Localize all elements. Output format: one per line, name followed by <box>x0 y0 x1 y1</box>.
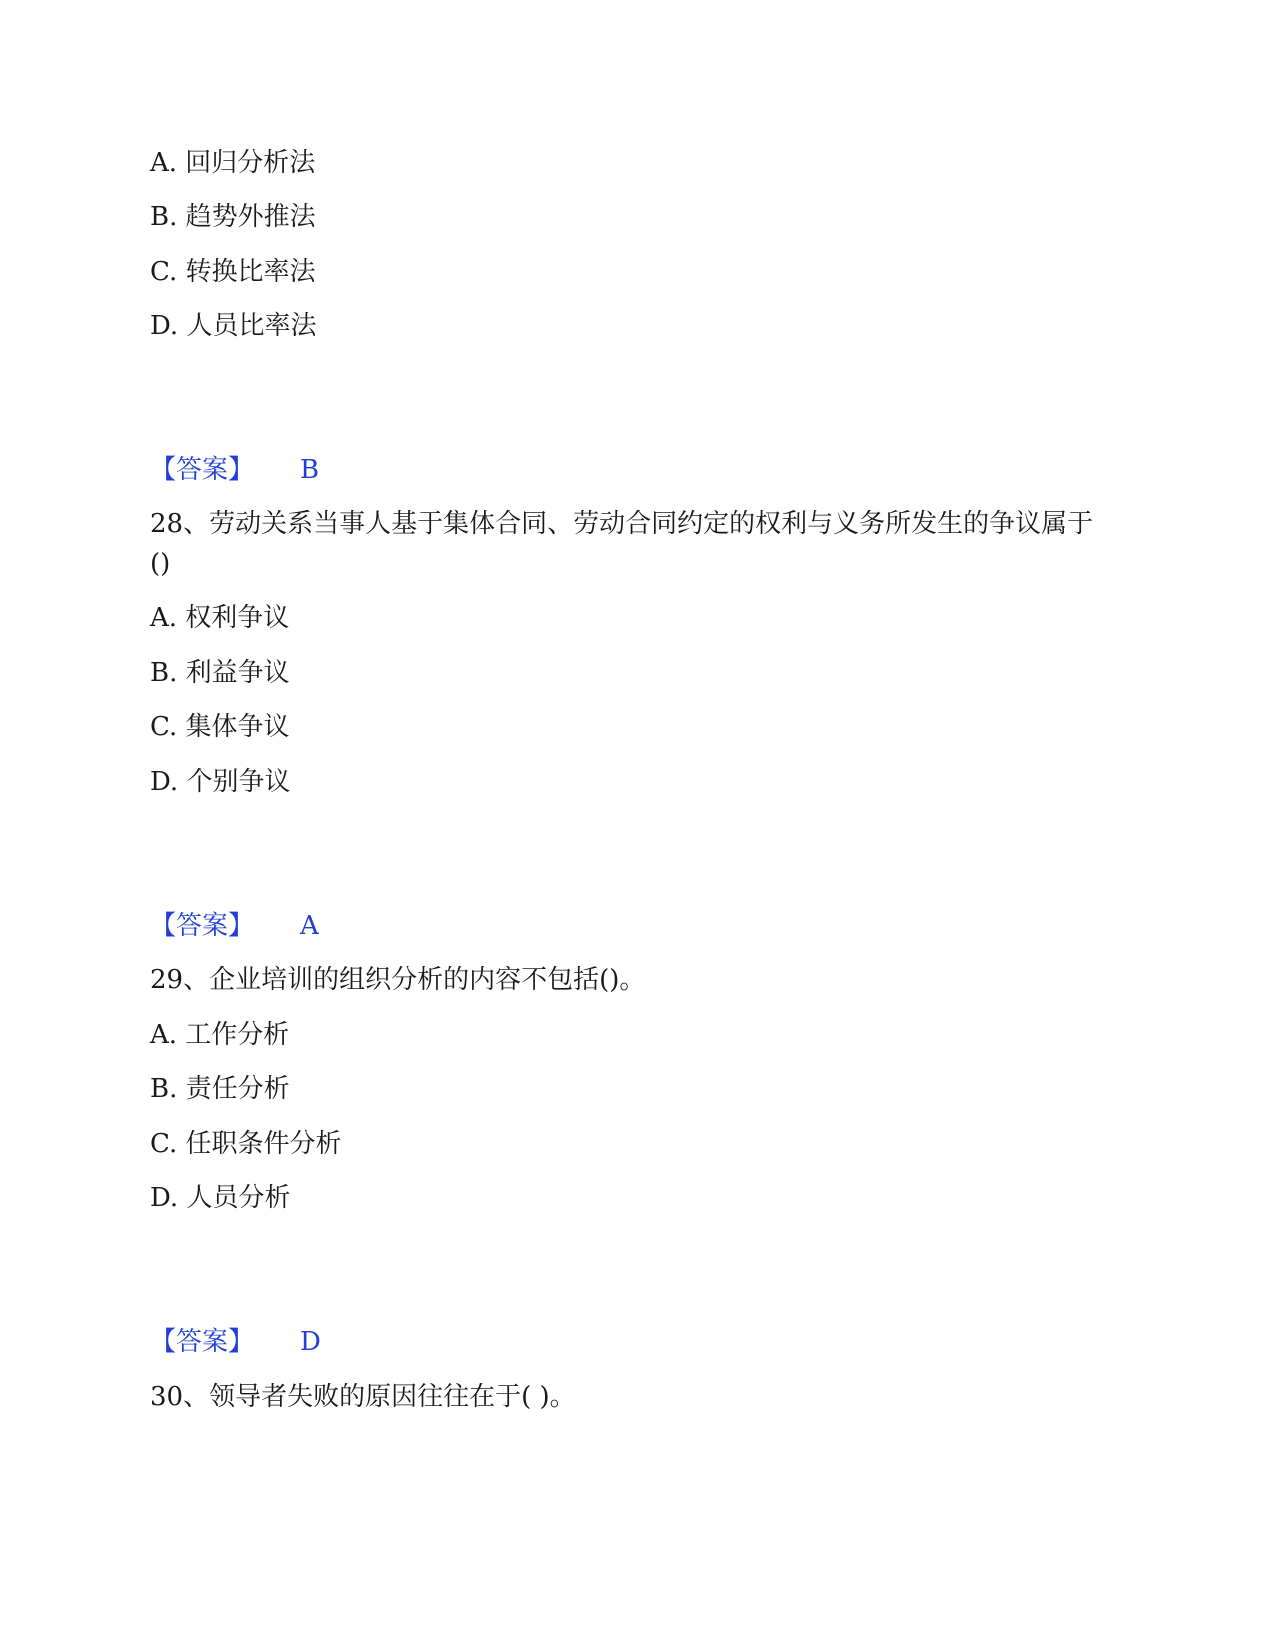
q28-answer-value: A <box>300 911 319 941</box>
q29-answer <box>150 1325 321 1359</box>
q27-option-d: D. 人员比率法 <box>150 311 317 341</box>
q29-question: 29、企业培训的组织分析的内容不包括()。 <box>150 965 646 995</box>
q29-answer-label: 【答案】 <box>150 1327 255 1357</box>
q29-option-d: D. 人员分析 <box>150 1183 291 1213</box>
q27-answer <box>150 453 319 487</box>
q28-option-d: D. 个别争议 <box>150 767 291 797</box>
q27-option-a: A. 回归分析法 <box>150 148 316 178</box>
q28-question: 28、劳动关系当事人基于集体合同、劳动合同约定的权利与义务所发生的争议属于() <box>150 509 1094 579</box>
q27-option-c: C. 转换比率法 <box>150 257 316 287</box>
q29-option-a: A. 工作分析 <box>150 1020 290 1050</box>
q28-option-b: B. 利益争议 <box>150 658 290 688</box>
q28-answer-label: 【答案】 <box>150 911 255 941</box>
q28-option-c: C. 集体争议 <box>150 712 290 742</box>
q27-answer-label: 【答案】 <box>150 455 255 485</box>
q29-option-c: C. 任职条件分析 <box>150 1129 342 1159</box>
q29-answer-value: D <box>300 1327 321 1357</box>
q28-answer <box>150 909 319 943</box>
q27-answer-value: B <box>300 455 320 485</box>
q29-option-b: B. 责任分析 <box>150 1074 290 1104</box>
q27-option-b: B. 趋势外推法 <box>150 202 316 232</box>
q30-question: 30、领导者失败的原因往往在于( )。 <box>150 1382 576 1412</box>
q28-option-a: A. 权利争议 <box>150 603 290 633</box>
